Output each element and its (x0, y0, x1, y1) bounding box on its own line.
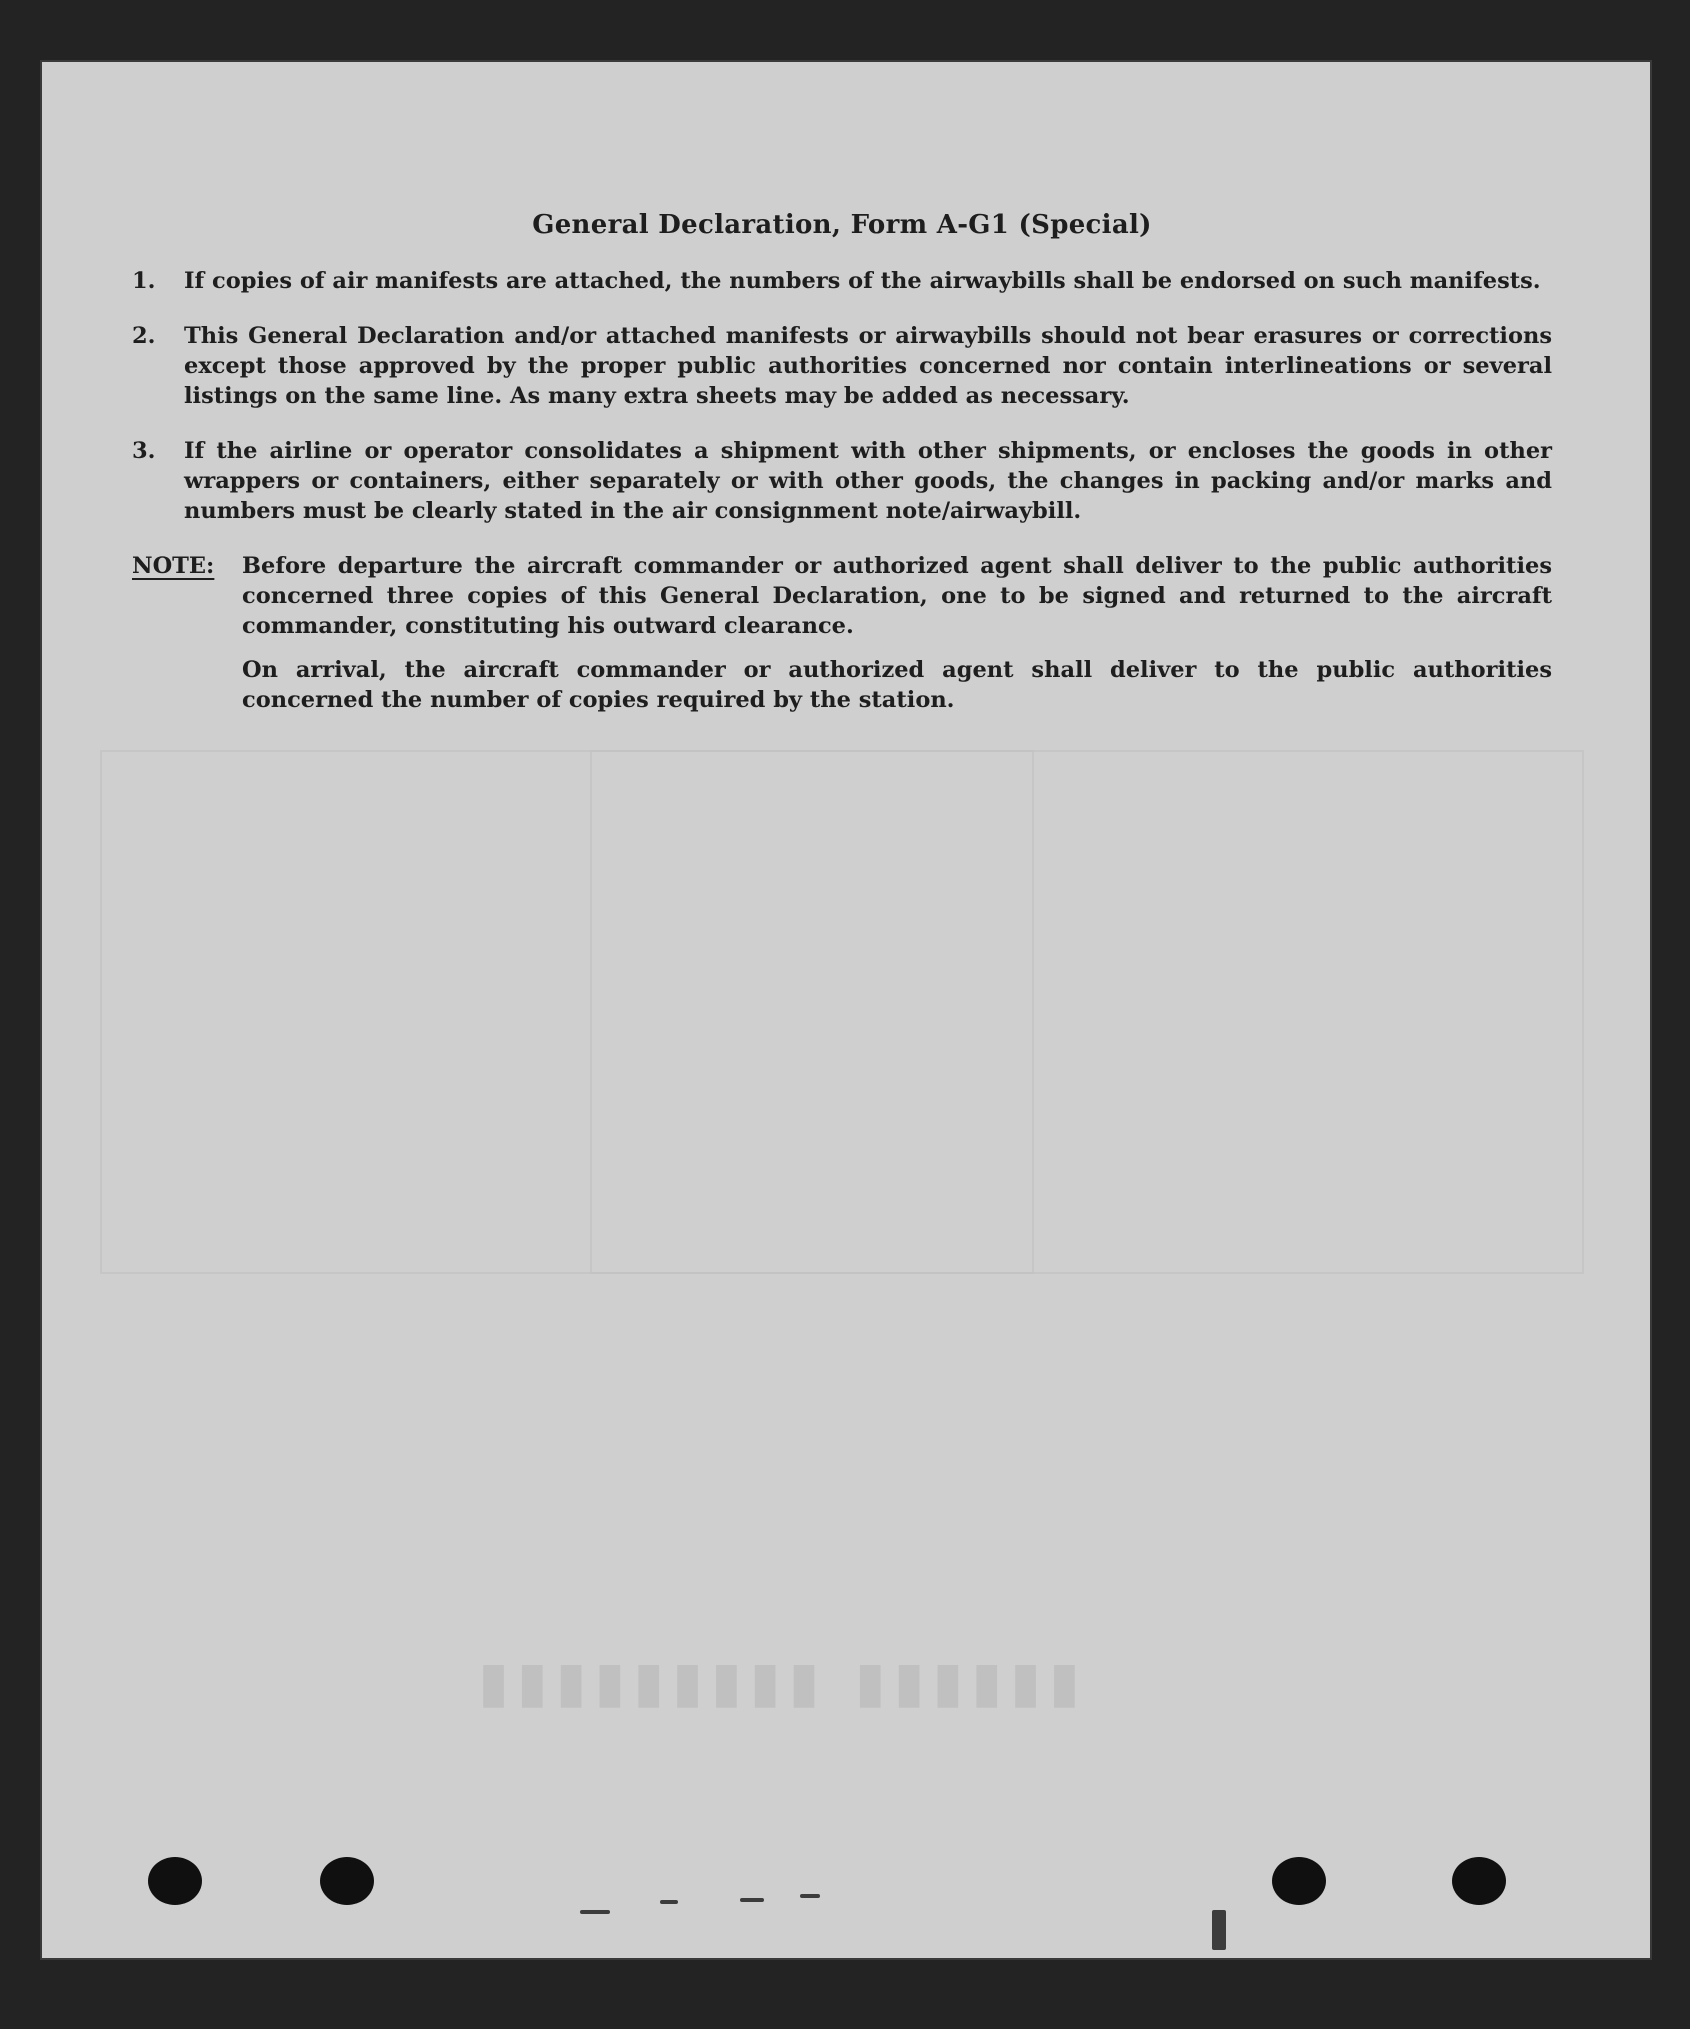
scan-blemish (800, 1894, 820, 1898)
item-text: If copies of air manifests are attached, the numbers of the airwaybills shall be endorsed on such manifests. (184, 268, 1541, 294)
note-block (132, 551, 1552, 641)
scan-blemish (740, 1898, 764, 1902)
list-item (132, 436, 1552, 526)
punch-hole (1452, 1857, 1506, 1905)
show-through-box (590, 750, 1034, 1274)
note-label: NOTE: (132, 553, 215, 579)
list-item (132, 321, 1552, 411)
punch-hole (1272, 1857, 1326, 1905)
punch-hole (320, 1857, 374, 1905)
document-page (40, 60, 1652, 1960)
item-text: This General Declaration and/or attached manifests or airwaybills should not bear erasures or corrections except those approved by the proper public authorities concerned nor contain interlineations or several listings on the same line. As many extra sheets may be added as necessary. (184, 323, 1552, 409)
item-number: 2. (132, 323, 156, 349)
punch-hole (148, 1857, 202, 1905)
item-text: If the airline or operator consolidates a shipment with other shipments, or encloses the goods in other wrappers or containers, either separately or with other goods, the changes in packing and/or marks and numbers must be clearly stated in the air consignment note/airwaybill. (184, 438, 1552, 524)
declaration-content (132, 210, 1552, 715)
page-title: General Declaration, Form A-G1 (Special) (532, 210, 1152, 240)
item-number: 3. (132, 438, 156, 464)
scan-blemish (1212, 1910, 1226, 1950)
note-paragraph-2: On arrival, the aircraft commander or authorized agent shall deliver to the public authorities concerned the number of copies required by the station. (242, 657, 1552, 713)
scan-blemish (660, 1900, 678, 1904)
list-item (132, 266, 1552, 296)
note-paragraph-1: Before departure the aircraft commander or authorized agent shall deliver to the public authorities concerned three copies of this General Declaration, one to be signed and returned to the aircraft commander, constituting his outward clearance. (242, 553, 1552, 639)
item-number: 1. (132, 268, 156, 294)
show-through-text: ▮▮▮▮▮▮ ▮▮▮▮▮▮▮▮▮ (470, 1650, 1080, 1715)
scan-blemish (580, 1910, 610, 1914)
